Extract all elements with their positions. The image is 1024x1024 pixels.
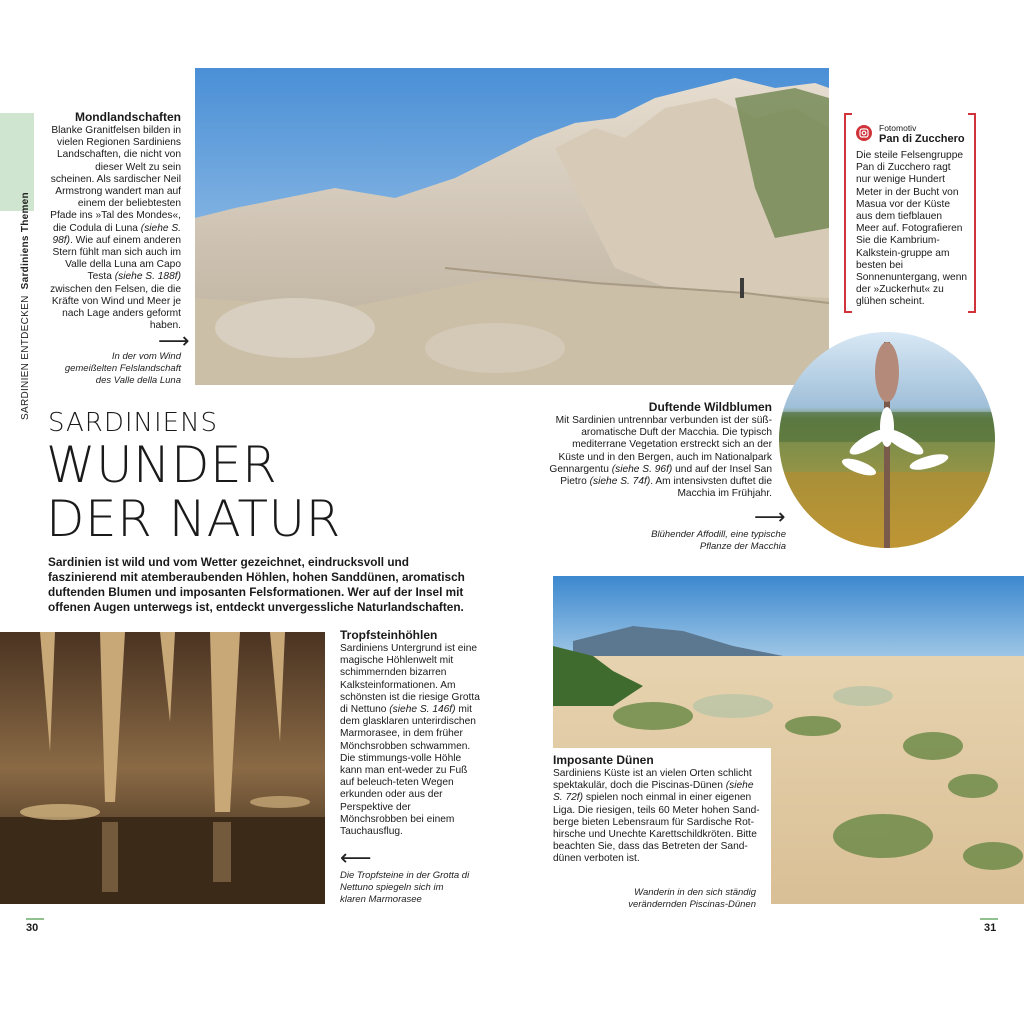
- asphodel-flower-photo: [779, 332, 995, 548]
- section-label: [20, 192, 31, 420]
- caves-text: Sardiniens Untergrund ist eine magische Höhlenwelt mit schimmernden bizarren Kalksteinformationen. Am schönsten ist die riesige Grotta di Nettuno (siehe S. 146f) mit dem glasklaren unterirdischen Marmorasee, in dem früher Mönchsrobben schwammen. Die stimmungs-volle Höhle kann man ent-weder zu Fuß auf beleuch-teten Wegen erkunden oder aus der Perspektive der Mönchsrobben bei einem Tauchausflug.: [340, 643, 480, 838]
- moon-landscape-photo: [195, 68, 829, 385]
- arrow-right-icon: ⟶: [754, 504, 786, 529]
- caves-heading: Tropfsteinhöhlen: [340, 628, 438, 642]
- photomotiv-kicker: Fotomotiv: [879, 123, 917, 133]
- moon-caption: In der vom Wind gemeißelten Felslandschaft des Valle della Luna: [64, 351, 181, 386]
- caves-caption: Die Tropfsteine in der Grotta di Nettuno spiegeln sich im klaren Marmorasee: [340, 870, 470, 905]
- cave-photo: [0, 632, 325, 904]
- intro-text: Sardinien ist wild und vom Wetter gezeichnet, eindrucksvoll und faszinierend mit atemberaubenden Höhlen, hohen Sanddünen, aromatisch duftenden Blumen und imposanten Felsformationen. Wer auf der Insel mit offenen Augen unterwegs ist, entdeckt unvergessliche Naturlandschaften.: [48, 555, 465, 614]
- section-label-chapter: SARDINIEN ENTDECKEN: [20, 295, 31, 420]
- dunes-caption: Wanderin in den sich ständig verändernden Piscinas-Dünen: [628, 887, 756, 910]
- dunes-text: Sardiniens Küste ist an vielen Orten schlicht spektakulär, doch die Piscinas-Dünen (siehe S. 72f) spielen noch einmal in einer eigenen Liga. Die riesigen, teils 60 Meter hohen Sand-berge bieten Lebensraum für Sardische Rot-hirsche und Unechte Karettschildkröten. Bitte beachten Sie, dass das Betreten der Sand-dünen verboten ist.: [553, 768, 760, 865]
- dunes-heading: Imposante Dünen: [553, 753, 654, 767]
- moon-text: Blanke Granitfelsen bilden in vielen Regionen Sardiniens Landschaften, die nicht von dieser Welt zu sein scheinen. Als sardischer Neil Armstrong wandert man auf einem der beliebtesten Pfade ins »Tal des Mondes«, die Codula di Luna (siehe S. 98f). Wie auf einem anderen Stern fühlt man sich auch im Valle della Luna am Capo Testa (siehe S. 188f) zwischen den Felsen, die die Kräfte von Wind und Meer je nach Lage anders geformt haben.: [50, 125, 181, 332]
- dunes-section: [553, 753, 765, 866]
- photomotiv-text: Die steile Felsengruppe Pan di Zucchero ragt nur wenige Hundert Meter in der Bucht von Masua vor der Küste aus dem tiefblauen Meer auf. Fotografieren Sie die Kambrium-Kalkstein-gruppe am besten bei Sonnenuntergang, wenn der »Zuckerhut« zu glühen scheint.: [856, 150, 968, 308]
- flowers-heading: Duftende Wildblumen: [648, 400, 772, 414]
- photomotiv-heading: Pan di Zucchero: [879, 133, 965, 145]
- photomotiv-bracket-right: [968, 113, 976, 313]
- page-title: [46, 438, 341, 546]
- camera-icon: [856, 125, 872, 141]
- moon-heading: Mondlandschaften: [74, 110, 181, 124]
- section-label-topic: Sardiniens Themen: [20, 192, 31, 290]
- page-marker-left: [26, 918, 44, 920]
- moon-section: [50, 110, 181, 332]
- page-number-right: 31: [984, 922, 997, 934]
- title-kicker: SARDINIENS: [48, 408, 219, 438]
- flowers-section: [548, 400, 772, 500]
- page-title-line2: DER NATUR: [46, 490, 341, 548]
- arrow-left-icon: ⟵: [340, 845, 372, 870]
- page-number-left: 30: [26, 922, 39, 934]
- flowers-text: Mit Sardinien untrennbar verbunden ist der süß-aromatische Duft der Macchia. Die typisch mediterrane Vegetation erstreckt sich an der Küste und in den Bergen, auch im Nationalpark Gennargentu (siehe S. 96f) und auf der Insel San Pietro (siehe S. 74f). Am intensivsten duftet die Macchia im Frühjahr.: [549, 415, 772, 500]
- page-title-line1: WUNDER: [46, 436, 278, 494]
- page-marker-right: [980, 918, 998, 920]
- arrow-right-icon: ⟶: [158, 328, 190, 353]
- photomotiv-bracket-left: [844, 113, 852, 313]
- flowers-caption: Blühender Affodill, eine typische Pflanze der Macchia: [651, 529, 786, 552]
- caves-section: [340, 628, 480, 838]
